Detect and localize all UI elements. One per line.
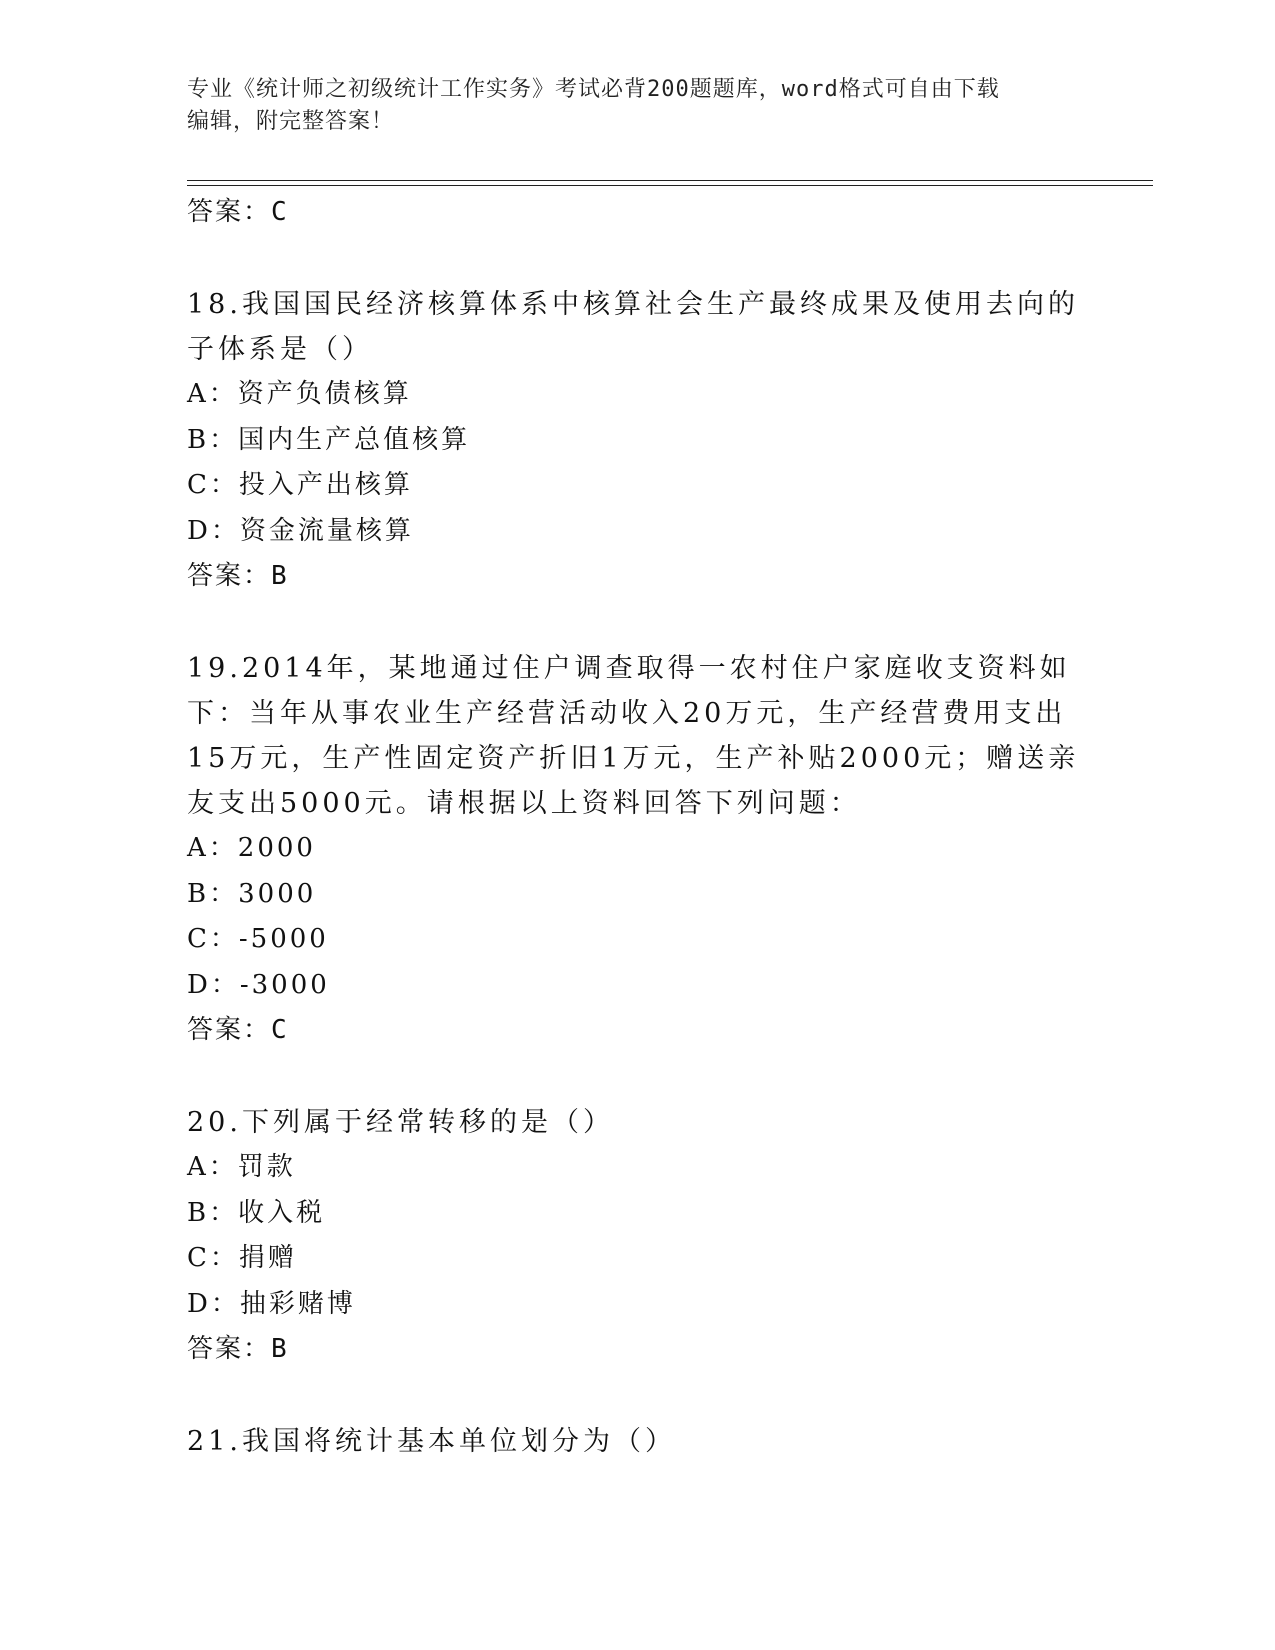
option-a: A：2000 <box>187 833 316 863</box>
option-a: A：罚款 <box>187 1152 296 1182</box>
answer: 答案：B <box>187 1334 289 1364</box>
header-rule-thin <box>187 180 1153 181</box>
option-c: C：投入产出核算 <box>187 470 413 500</box>
option-b: B：3000 <box>187 878 317 909</box>
question-19 <box>187 646 1087 1052</box>
header-line-2: 编辑，附完整答案！ <box>187 109 395 134</box>
option-c: C：-5000 <box>187 924 329 954</box>
option-d: D：-3000 <box>187 969 330 1000</box>
question-text: 20.下列属于经常转移的是（） <box>187 1107 614 1138</box>
answer: 答案：C <box>187 1015 289 1045</box>
option-b: B：收入税 <box>187 1197 326 1228</box>
option-d: D：资金流量核算 <box>187 515 414 546</box>
header-line-1: 专业《统计师之初级统计工作实务》考试必背200题题库，word格式可自由下载 <box>187 77 1000 102</box>
question-21 <box>187 1419 1087 1464</box>
header-rule-thick <box>187 185 1153 186</box>
question-20 <box>187 1100 1087 1371</box>
answer: 答案：B <box>187 561 289 591</box>
question-text: 19.2014年，某地通过住户调查取得一农村住户家庭收支资料如下：当年从事农业生产经营活动收入20万元，生产经营费用支出15万元，生产性固定资产折旧1万元，生产补贴2000元；赠送亲友支出5000元。请根据以上资料回答下列问题： <box>187 653 1080 819</box>
previous-answer: 答案：C <box>187 197 289 227</box>
question-text: 18.我国国民经济核算体系中核算社会生产最终成果及使用去向的子体系是（） <box>187 289 1079 365</box>
option-b: B：国内生产总值核算 <box>187 424 471 455</box>
option-d: D：抽彩赌博 <box>187 1288 356 1319</box>
document-header <box>187 74 1087 138</box>
option-c: C：捐赠 <box>187 1243 297 1273</box>
option-a: A：资产负债核算 <box>187 379 412 409</box>
question-list <box>187 190 1087 1464</box>
question-18 <box>187 282 1087 598</box>
question-text: 21.我国将统计基本单位划分为（） <box>187 1426 676 1457</box>
